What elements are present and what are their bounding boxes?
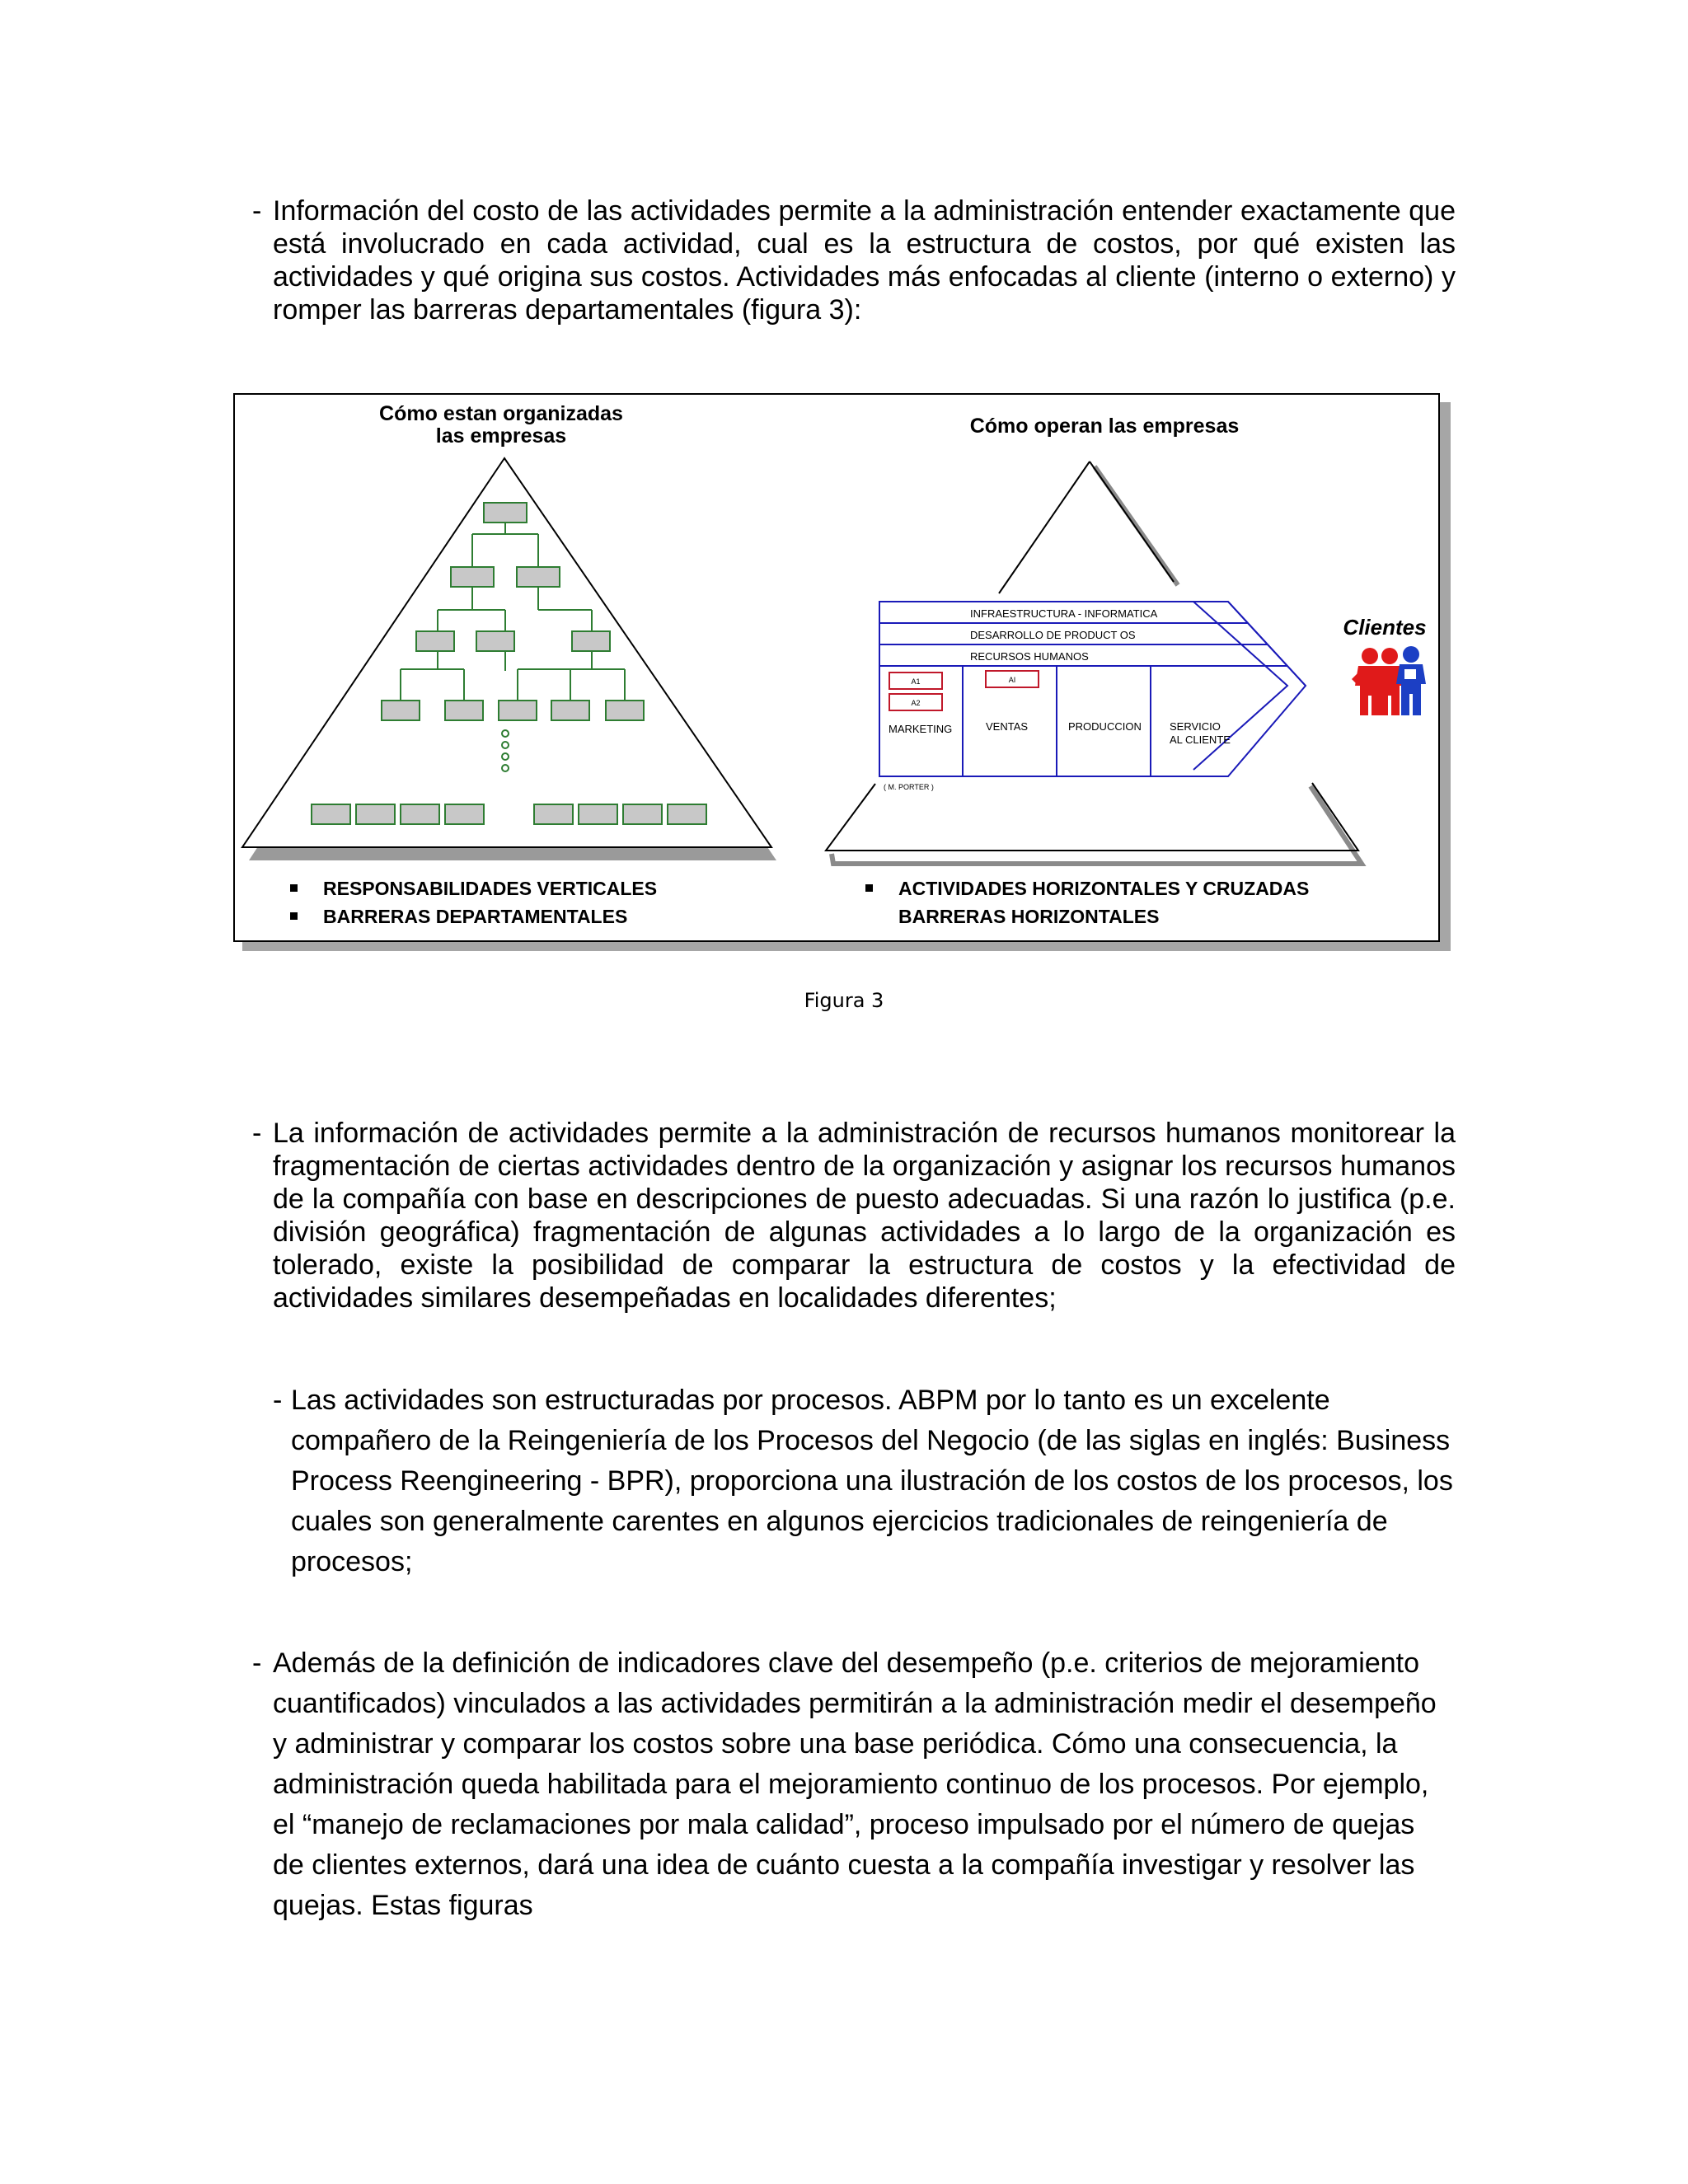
org-box — [517, 567, 560, 587]
figure-3 — [232, 392, 1452, 961]
org-box — [382, 701, 420, 720]
org-box-base — [623, 804, 662, 824]
bullet-square — [865, 884, 873, 892]
paragraph-3 — [273, 1380, 1460, 1582]
org-box-base — [445, 804, 484, 824]
right-bullet-2: BARRERAS HORIZONTALES — [898, 906, 1160, 927]
org-box — [572, 631, 610, 651]
right-bullet-1: ACTIVIDADES HORIZONTALES Y CRUZADAS — [898, 878, 1310, 899]
paragraph-1 — [252, 194, 1456, 326]
left-bullet-2: BARRERAS DEPARTAMENTALES — [323, 906, 628, 927]
paragraph-bullet: - — [252, 1647, 262, 1679]
org-box — [445, 701, 483, 720]
org-box — [606, 701, 644, 720]
org-box — [416, 631, 454, 651]
left-title-line2: las empresas — [435, 424, 567, 448]
primary-servicio-line1: SERVICIO — [1170, 720, 1221, 733]
org-box-base — [356, 804, 395, 824]
activity-tag-a2-label: A2 — [911, 699, 921, 707]
paragraph-bullet: - — [252, 1118, 262, 1149]
paragraph-4 — [252, 1643, 1439, 1926]
paragraph-text: Información del costo de las actividades permite a la administración entender exactamente que está involucrado en cada actividad, cual es la estructura de costos, por qué existen las actividades y qué origina sus costos. Actividades más enfocadas al cliente (interno o externo) y romper las barreras departamentales (figura 3): — [273, 195, 1456, 326]
org-box-base — [579, 804, 617, 824]
org-box — [451, 567, 494, 587]
primary-produccion: PRODUCCION — [1068, 720, 1142, 733]
bullet-square — [290, 912, 298, 920]
paragraph-2 — [252, 1117, 1456, 1315]
primary-servicio-line2: AL CLIENTE — [1170, 733, 1231, 746]
org-box-top — [484, 503, 527, 523]
value-chain-outline — [879, 602, 1306, 776]
support-row-1: INFRAESTRUCTURA - INFORMATICA — [970, 607, 1158, 620]
paragraph-text: La información de actividades permite a la administración de recursos humanos monitorear la fragmentación de ciertas actividades dentro de la organización y asignar los recursos humanos de la compañía con base en descripciones de puesto adecuadas. Si una razón lo justifica (p.e. división geográfica) fragmentación de algunas actividades a lo largo de la organización es tolerado, existe la posibilidad de comparar la estructura de costos y la efectividad de actividades similares desempeñadas en localidades diferentes; — [273, 1118, 1456, 1314]
value-chain — [879, 602, 1306, 776]
right-title: Cómo operan las empresas — [969, 415, 1240, 438]
primary-ventas: VENTAS — [986, 720, 1029, 733]
org-box — [476, 631, 514, 651]
left-title-line1: Cómo estan organizadas — [379, 402, 623, 425]
support-row-3: RECURSOS HUMANOS — [970, 650, 1089, 663]
org-box — [499, 701, 537, 720]
org-box — [551, 701, 589, 720]
org-box-base — [534, 804, 573, 824]
activity-tag-a1-label: A1 — [911, 677, 921, 686]
clients-label: Clientes — [1343, 615, 1427, 640]
paragraph-text: Las actividades son estructuradas por procesos. ABPM por lo tanto es un excelente compañero de la Reingeniería de los Procesos del Negocio (de las siglas en inglés: Business Process Reengineering - BPR), proporciona una ilustración de los costos de los procesos, los cuales son generalmente carentes en algunos ejercicios tradicionales de reingeniería de procesos; — [291, 1385, 1453, 1577]
paragraph-text: Además de la definición de indicadores clave del desempeño (p.e. criterios de mejoramiento cuantificados) vinculados a las actividades permitirán a la administración medir el desempeño y administrar y comparar los costos sobre una base periódica. Cómo una consecuencia, la administración queda habilitada para el mejoramiento continuo de los procesos. Por ejemplo, el “manejo de reclamaciones por mala calidad”, proceso impulsado por el número de quejas de clientes externos, dará una idea de cuánto cuesta a la compañía investigar y resolver las quejas. Estas figuras — [273, 1647, 1437, 1921]
bullet-square — [290, 884, 298, 892]
primary-marketing: MARKETING — [889, 723, 953, 735]
source-porter: ( M. PORTER ) — [884, 783, 934, 791]
paragraph-bullet: - — [273, 1385, 283, 1416]
support-row-2: DESARROLLO DE PRODUCT OS — [970, 629, 1136, 641]
org-box-base — [401, 804, 439, 824]
org-box-base — [668, 804, 706, 824]
figure-caption: Figura 3 — [804, 989, 884, 1012]
left-bullet-1: RESPONSABILIDADES VERTICALES — [323, 878, 658, 899]
activity-tag-ai-label: AI — [1008, 676, 1016, 684]
org-box-base — [312, 804, 350, 824]
paragraph-bullet: - — [252, 195, 262, 227]
